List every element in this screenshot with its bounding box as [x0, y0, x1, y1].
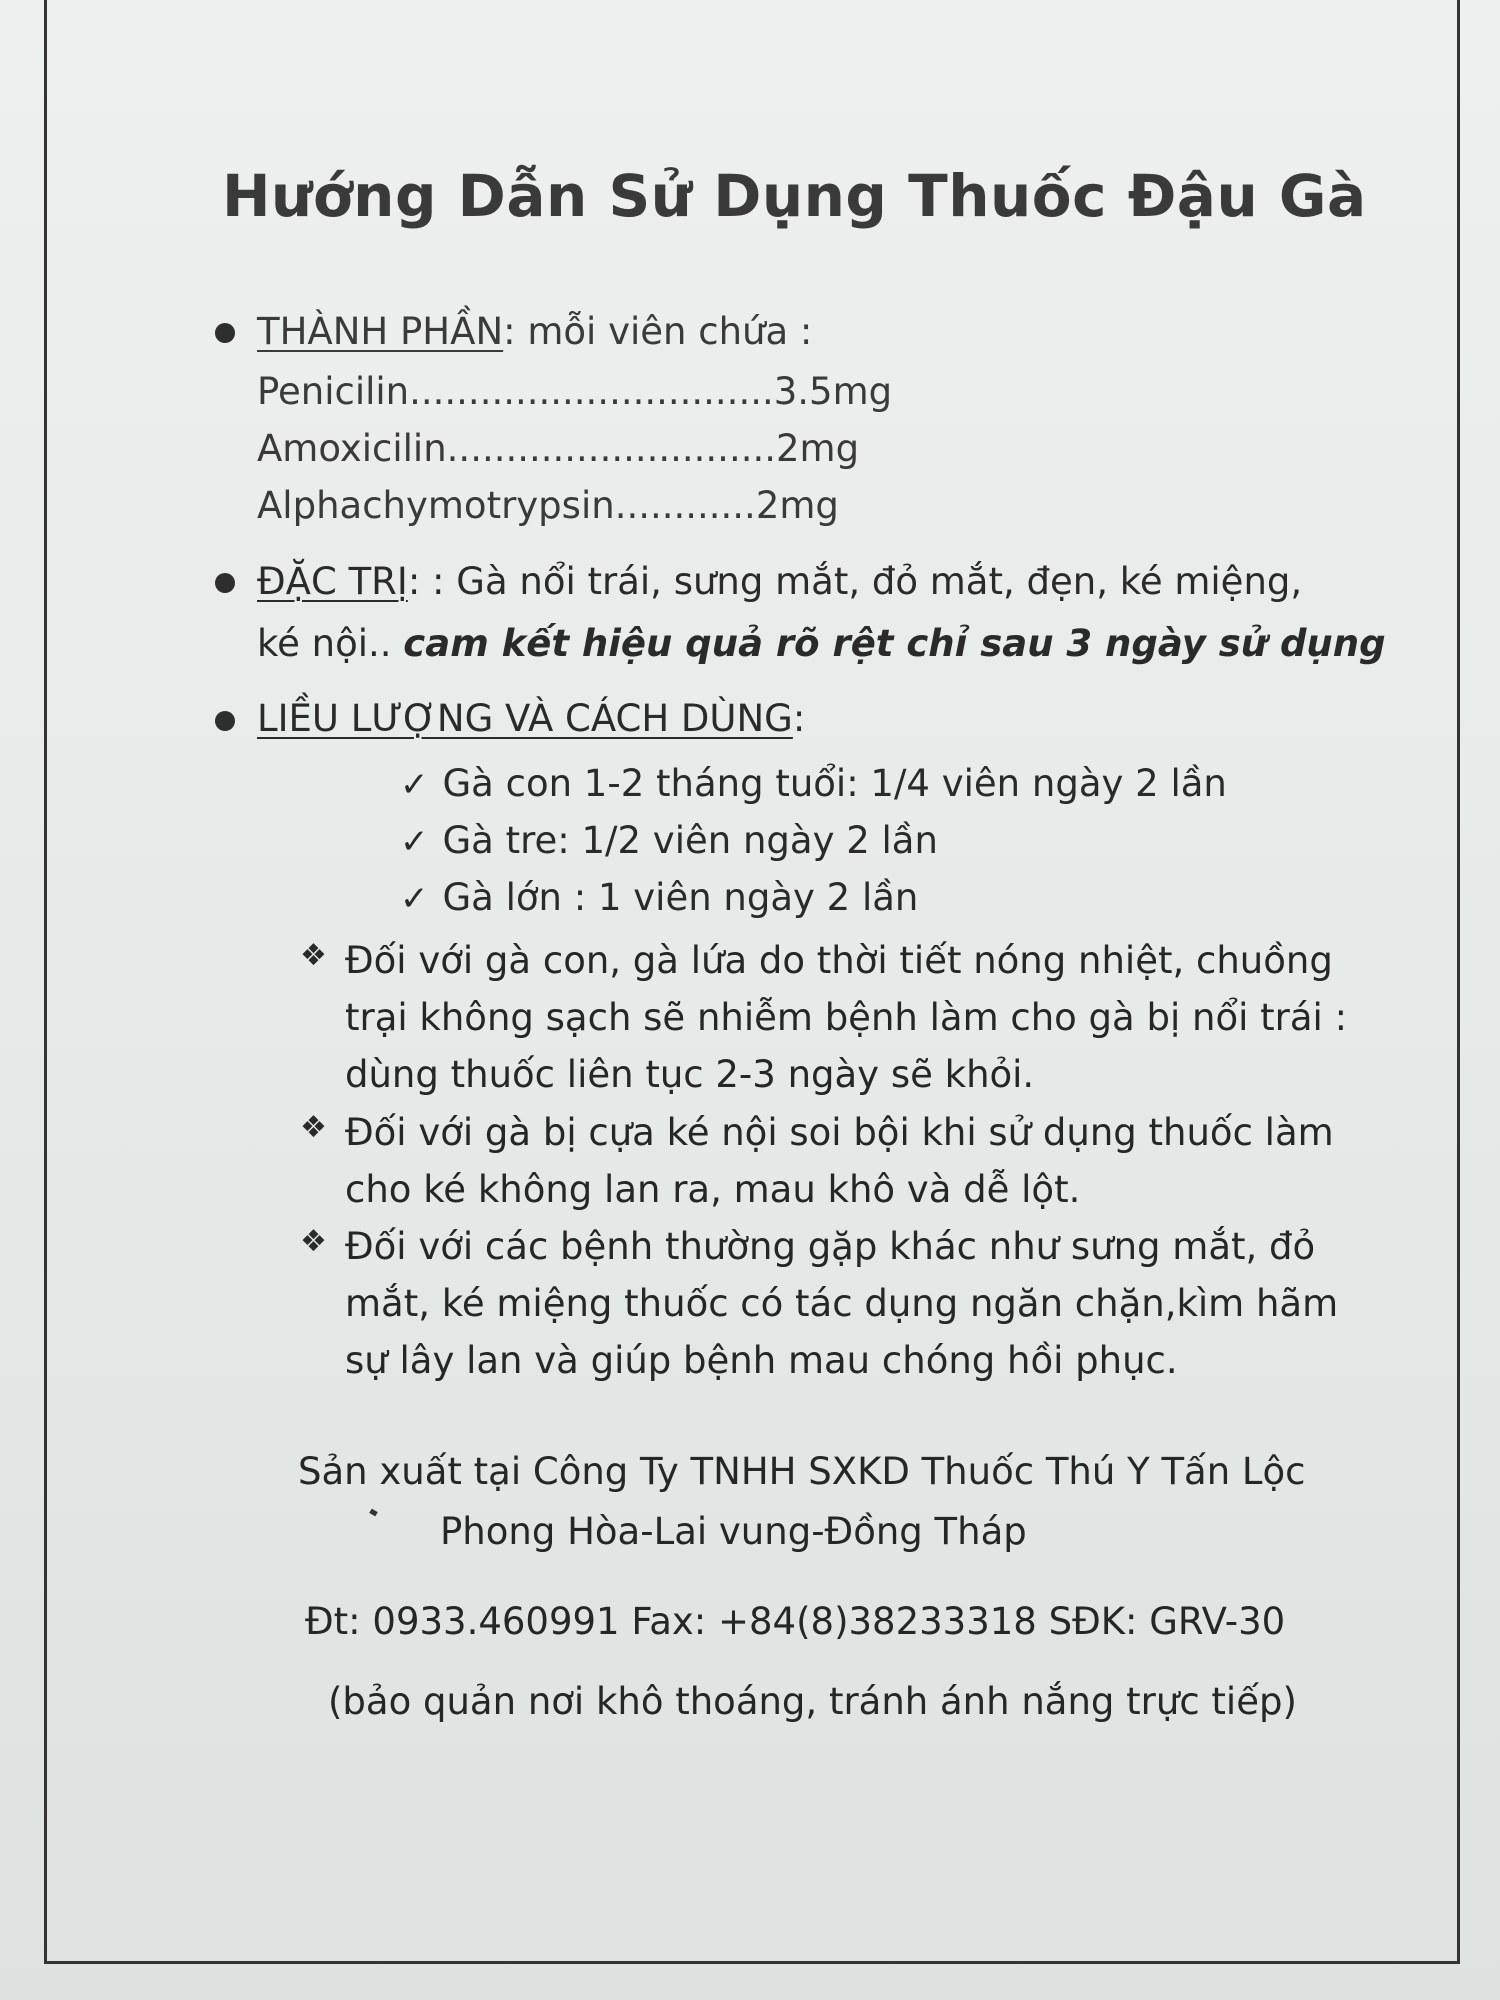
note-paragraph: Đối với các bệnh thường gặp khác như sưng mắt, đỏ mắt, ké miệng thuốc có tác dụng ngăn chặn,kìm hãm sự lây lan và giúp bệnh mau chóng hồi phục. [345, 1225, 1339, 1382]
dose-text: Gà tre: 1/2 viên ngày 2 lần [442, 819, 938, 862]
ingredient-dose: 3.5mg [773, 370, 893, 413]
dosage-heading-line [257, 697, 805, 740]
dosage-colon: : [792, 697, 806, 740]
ingredient-dots: ............................ [446, 427, 776, 470]
indications-text-plain: ké nội.. [257, 622, 404, 665]
ingredient-dots: ............................... [409, 370, 774, 413]
ingredient-name: Amoxicilin [257, 427, 447, 470]
indications-line-2 [257, 622, 1386, 665]
contact-line: Đt: 0933.460991 Fax: +84(8)38233318 SĐK: GRV-30 [305, 1600, 1286, 1643]
ingredient-dots: ............ [614, 484, 756, 527]
ingredient-dose: 2mg [755, 484, 839, 527]
storage-note: (bảo quản nơi khô thoáng, tránh ánh nắng trực tiếp) [328, 1680, 1297, 1723]
dose-text: Gà con 1-2 tháng tuổi: 1/4 viên ngày 2 lần [442, 762, 1227, 805]
composition-heading: THÀNH PHẦN [257, 310, 504, 353]
ingredient-name: Penicilin [257, 370, 410, 413]
composition-heading-line [257, 310, 812, 353]
note-paragraph: Đối với gà con, gà lứa do thời tiết nóng nhiệt, chuồng trại không sạch sẽ nhiễm bệnh làm cho gà bị nổi trái : dùng thuốc liên tục 2-3 ngày sẽ khỏi. [345, 939, 1348, 1096]
check-icon: ✓ [400, 879, 429, 919]
diamond-bullet-icon: ❖ [300, 1110, 327, 1145]
indications-text: : : Gà nổi trái, sưng mắt, đỏ mắt, đẹn, ké miệng, [407, 560, 1303, 603]
indications-heading: ĐẶC TRỊ [257, 560, 408, 603]
diamond-bullet-icon: ❖ [300, 938, 327, 973]
manufacturer-line: Sản xuất tại Công Ty TNHH SXKD Thuốc Thú Y Tấn Lộc [298, 1450, 1306, 1493]
bullet-dot-icon [215, 323, 235, 343]
indications-emphasis: cam kết hiệu quả rõ rệt chỉ sau 3 ngày sử dụng [403, 622, 1386, 665]
ingredient-row [257, 427, 859, 470]
ingredient-row [257, 484, 839, 527]
ingredient-row [257, 370, 892, 413]
dose-item [400, 876, 918, 919]
composition-suffix: : mỗi viên chứa : [503, 310, 813, 353]
ingredient-dose: 2mg [776, 427, 860, 470]
dose-item [400, 762, 1227, 805]
address-line: Phong Hòa-Lai vung-Đồng Tháp [440, 1510, 1027, 1553]
bullet-dot-icon [215, 573, 235, 593]
page-title: Hướng Dẫn Sử Dụng Thuốc Đậu Gà [222, 162, 1367, 230]
dosage-heading: LIỀU LƯỢNG VÀ CÁCH DÙNG [257, 697, 793, 740]
indications-line-1 [257, 560, 1302, 603]
check-icon: ✓ [400, 822, 429, 862]
note-paragraph: Đối với gà bị cựa ké nội soi bội khi sử dụng thuốc làm cho ké không lan ra, mau khô và dễ lột. [345, 1111, 1334, 1211]
bullet-dot-icon [215, 711, 235, 731]
dose-text: Gà lớn : 1 viên ngày 2 lần [442, 876, 919, 919]
dose-item [400, 819, 938, 862]
check-icon: ✓ [400, 765, 429, 805]
ingredient-name: Alphachymotrypsin [257, 484, 615, 527]
diamond-bullet-icon: ❖ [300, 1224, 327, 1259]
